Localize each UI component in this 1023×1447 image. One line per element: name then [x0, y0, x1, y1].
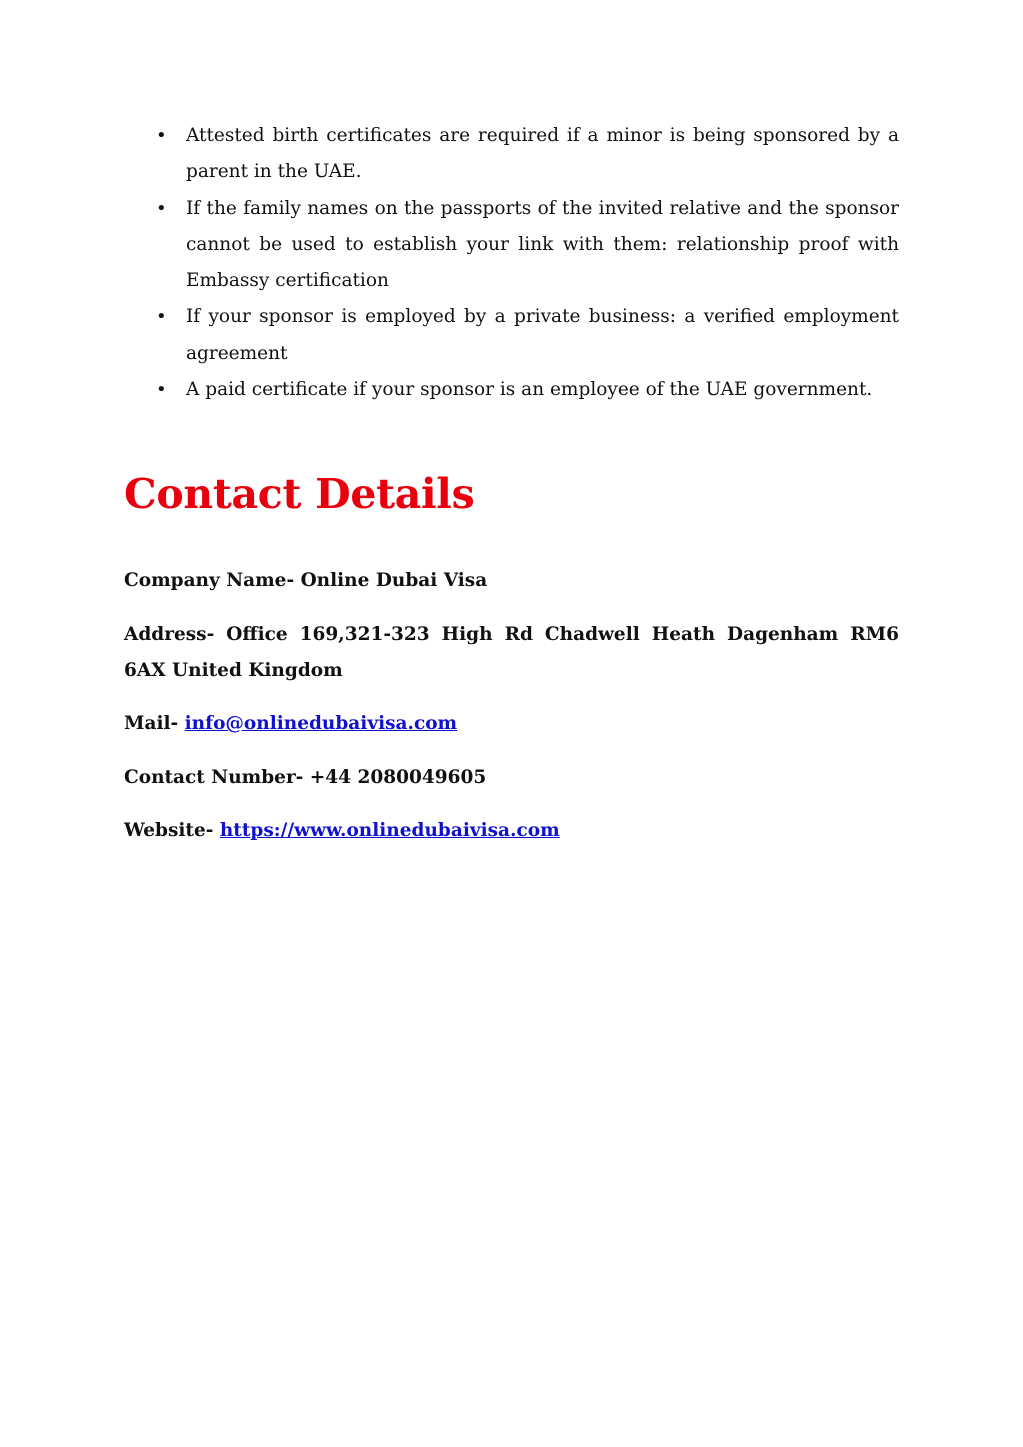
- website-label: Website-: [124, 819, 220, 841]
- website-line: [124, 813, 899, 849]
- mail-label: Mail-: [124, 713, 185, 735]
- mail-line: [124, 706, 899, 742]
- bullet-icon: •: [156, 306, 167, 328]
- contact-section: [124, 563, 899, 849]
- requirements-list: [124, 118, 899, 408]
- contact-number: Contact Number- +44 2080049605: [124, 766, 487, 788]
- list-item: [124, 299, 899, 372]
- list-item-text: If the family names on the passports of the invited relative and the sponsor cannot be used to establish your link with them: relationship proof with Embassy certification: [186, 197, 899, 292]
- mail-link[interactable]: info@onlinedubaivisa.com: [184, 713, 458, 735]
- bullet-icon: •: [156, 125, 167, 146]
- contact-details-heading: Contact Details: [124, 470, 475, 519]
- document-page: [124, 118, 899, 866]
- address: Address- Office 169,321-323 High Rd Chadwell Heath Dagenham RM6 6AX United Kingdom: [124, 623, 899, 681]
- list-item: [124, 191, 899, 300]
- list-item-text: If your sponsor is employed by a private business: a verified employment agreement: [186, 306, 899, 364]
- list-item: [124, 118, 899, 191]
- company-name: Company Name- Online Dubai Visa: [124, 570, 488, 592]
- list-item-text: A paid certificate if your sponsor is an employee of the UAE government.: [186, 379, 873, 401]
- list-item: [124, 372, 899, 408]
- list-item-text: Attested birth certificates are required if a minor is being sponsored by a parent in the UAE.: [186, 125, 899, 183]
- website-link[interactable]: https://www.onlinedubaivisa.com: [219, 819, 560, 841]
- bullet-icon: •: [156, 379, 167, 401]
- bullet-icon: •: [156, 197, 167, 219]
